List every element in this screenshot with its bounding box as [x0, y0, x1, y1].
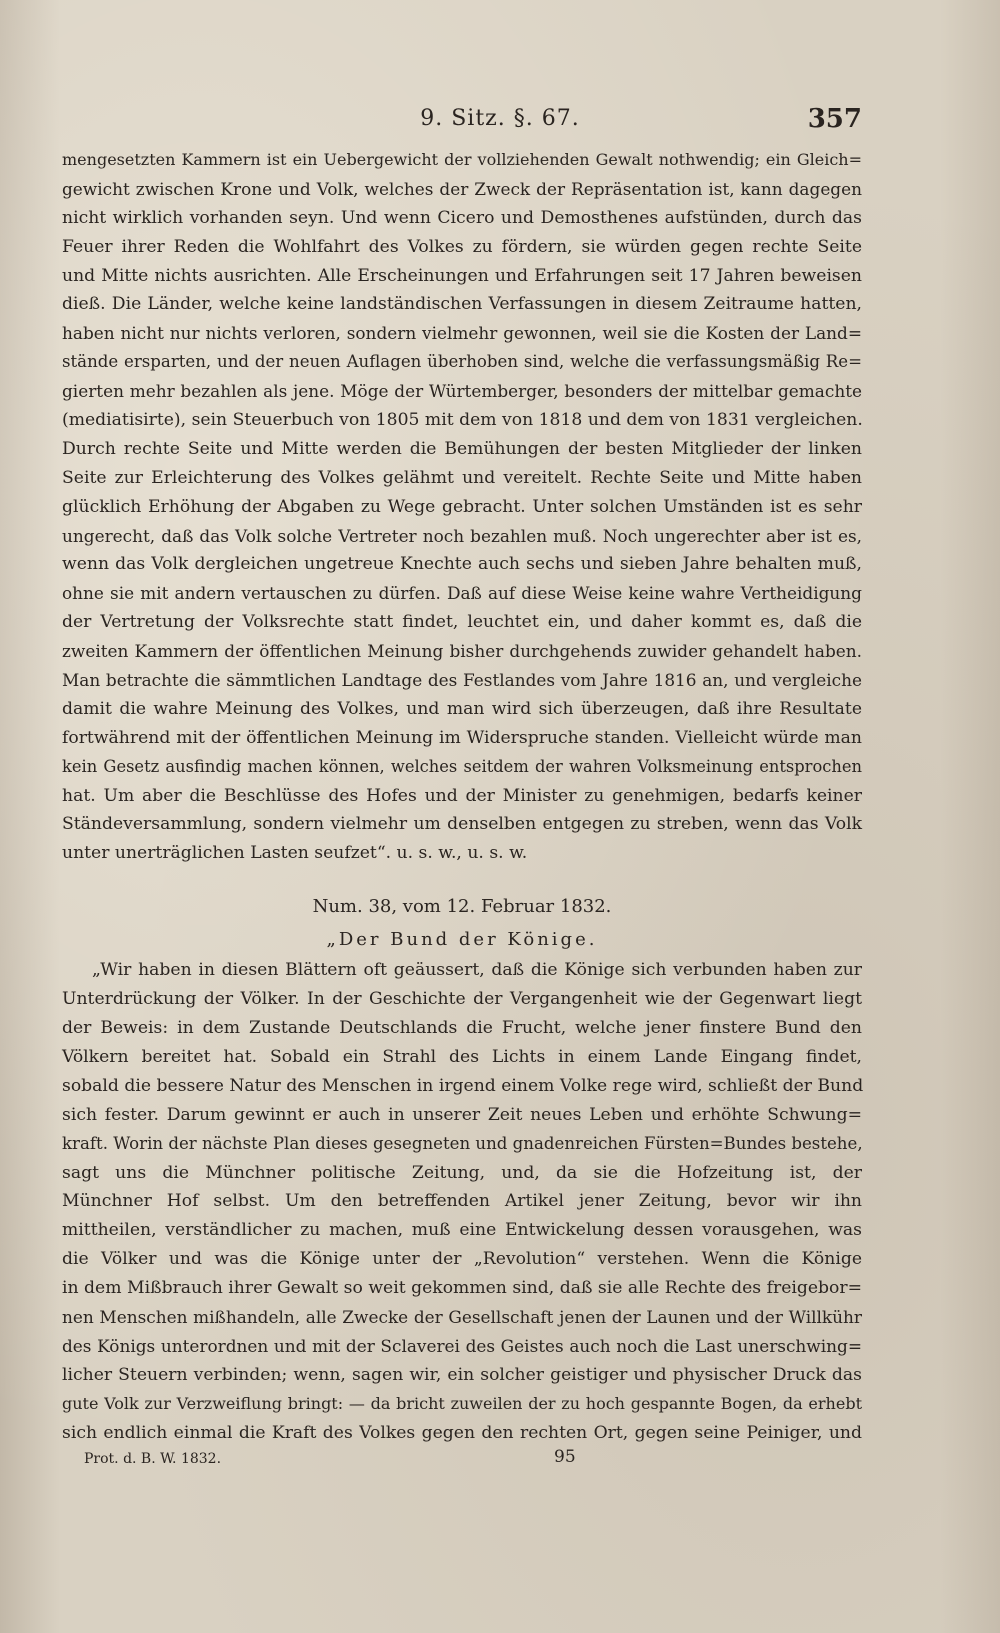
- text-line: dieß. Die Länder, welche keine landständischen Verfassungen in diesem Zeitraume hatten,: [62, 294, 862, 315]
- text-line: die Völker und was die Könige unter der „Revolution“ verstehen. Wenn die Könige: [62, 1249, 862, 1270]
- text-line: Ständeversammlung, sondern vielmehr um denselben entgegen zu streben, wenn das Volk: [62, 814, 862, 835]
- text-line: Seite zur Erleichterung des Volkes gelähmt und vereitelt. Rechte Seite und Mitte haben: [62, 467, 862, 488]
- text-line: glücklich Erhöhung der Abgaben zu Wege gebracht. Unter solchen Umständen ist es sehr: [62, 496, 862, 517]
- text-line: stände ersparten, und der neuen Auflagen überhoben sind, welche die verfassungsmäßig Re=: [62, 352, 862, 372]
- printer-signature: Prot. d. B. W. 1832.: [84, 1451, 222, 1467]
- text-line: gute Volk zur Verzweiflung bringt: — da bricht zuweilen der zu hoch gespannte Bogen, da erhebt: [62, 1393, 862, 1413]
- text-line: nen Menschen mißhandeln, alle Zwecke der Gesellschaft jenen der Launen und der Willkühr: [62, 1306, 862, 1327]
- text-line: ungerecht, daß das Volk solche Vertreter noch bezahlen muß. Noch ungerechter aber ist es,: [62, 525, 862, 546]
- text-line: nicht wirklich vorhanden seyn. Und wenn Cicero und Demosthenes aufstünden, durch das: [62, 207, 862, 228]
- text-body: [62, 146, 862, 1447]
- text-line: sobald die bessere Natur des Menschen in irgend einem Volke rege wird, schließt der Bund: [62, 1075, 864, 1096]
- running-head: 9. Sitz. §. 67.: [420, 106, 580, 131]
- text-line: mittheilen, verständlicher zu machen, muß eine Entwickelung dessen vorausgehen, was: [62, 1220, 862, 1241]
- section-heading: Num. 38, vom 12. Februar 1832.: [312, 896, 612, 918]
- page-footer: [84, 1447, 884, 1477]
- text-line: unter unerträglichen Lasten seufzet“. u. s. w., u. s. w.: [62, 843, 528, 864]
- signature-number: 95: [554, 1447, 576, 1467]
- text-line: sich endlich einmal die Kraft des Volkes gegen den rechten Ort, gegen seine Peiniger, und: [62, 1422, 862, 1443]
- text-line: der Vertretung der Volksrechte statt findet, leuchtet ein, und daher kommt es, daß die: [62, 612, 862, 633]
- text-line: und Mitte nichts ausrichten. Alle Erscheinungen und Erfahrungen seit 17 Jahren beweisen: [62, 265, 862, 286]
- text-line: Unterdrückung der Völker. In der Geschichte der Vergangenheit wie der Gegenwart liegt: [62, 989, 862, 1010]
- text-line: licher Steuern verbinden; wenn, sagen wir, ein solcher geistiger und physischer Druck das: [62, 1364, 862, 1385]
- article-title: „Der Bund der Könige.: [326, 929, 598, 951]
- text-line: haben nicht nur nichts verloren, sondern vielmehr gewonnen, weil sie die Kosten der Land=: [62, 323, 862, 344]
- page-number: 357: [807, 104, 862, 134]
- text-line: in dem Mißbrauch ihrer Gewalt so weit gekommen sind, daß sie alle Rechte des freigebor=: [62, 1278, 862, 1299]
- text-line: Münchner Hof selbst. Um den betreffenden Artikel jener Zeitung, bevor wir ihn: [62, 1191, 862, 1212]
- text-line: kein Gesetz ausfindig machen können, welches seitdem der wahren Volksmeinung entsprochen: [62, 756, 862, 776]
- text-line: zweiten Kammern der öffentlichen Meinung bisher durchgehends zuwider gehandelt haben.: [62, 641, 862, 662]
- text-line: ohne sie mit andern vertauschen zu dürfen. Daß auf diese Weise keine wahre Vertheidigung: [62, 583, 862, 604]
- text-line: hat. Um aber die Beschlüsse des Hofes und der Minister zu genehmigen, bedarfs keiner: [62, 785, 862, 806]
- text-line: Man betrachte die sämmtlichen Landtage des Festlandes vom Jahre 1816 an, und vergleiche: [62, 670, 862, 691]
- text-line: des Königs unterordnen und mit der Sclaverei des Geistes auch noch die Last unerschwing=: [62, 1335, 862, 1356]
- text-line: Völkern bereitet hat. Sobald ein Strahl des Lichts in einem Lande Eingang findet,: [62, 1046, 862, 1067]
- paragraph-article: [62, 956, 862, 1447]
- text-line: kraft. Worin der nächste Plan dieses gesegneten und gnadenreichen Fürsten=Bundes bestehe,: [62, 1133, 863, 1153]
- text-line: wenn das Volk dergleichen ungetreue Knechte auch sechs und sieben Jahre behalten muß,: [62, 554, 862, 575]
- text-line: (mediatisirte), sein Steuerbuch von 1805 mit dem von 1818 und dem von 1831 vergleichen.: [62, 410, 863, 431]
- text-line: fortwährend mit der öffentlichen Meinung im Widerspruche standen. Vielleicht würde man: [62, 727, 862, 748]
- text-line: sich fester. Darum gewinnt er auch in unserer Zeit neues Leben und erhöhte Schwung=: [62, 1104, 862, 1125]
- paragraph-continuation: [62, 146, 862, 868]
- text-line: gewicht zwischen Krone und Volk, welches der Zweck der Repräsentation ist, kann dagegen: [62, 178, 862, 199]
- section-gap: [62, 868, 862, 890]
- text-line: sagt uns die Münchner politische Zeitung, und, da sie die Hofzeitung ist, der: [62, 1162, 862, 1183]
- text-line: gierten mehr bezahlen als jene. Möge der Würtemberger, besonders der mittelbar gemachte: [62, 381, 862, 402]
- page-header: [0, 102, 1000, 142]
- text-line: damit die wahre Meinung des Volkes, und man wird sich überzeugen, daß ihre Resultate: [62, 698, 862, 719]
- text-line: der Beweis: in dem Zustande Deutschlands die Frucht, welche jener finstere Bund den: [62, 1018, 862, 1039]
- text-line: „Wir haben in diesen Blättern oft geäussert, daß die Könige sich verbunden haben zur: [92, 960, 862, 981]
- text-line: mengesetzten Kammern ist ein Uebergewicht der vollziehenden Gewalt nothwendig; ein Gleich=: [62, 150, 862, 169]
- text-line: Durch rechte Seite und Mitte werden die Bemühungen der besten Mitglieder der linken: [62, 438, 862, 459]
- text-line: Feuer ihrer Reden die Wohlfahrt des Volkes zu fördern, sie würden gegen rechte Seite: [62, 236, 862, 257]
